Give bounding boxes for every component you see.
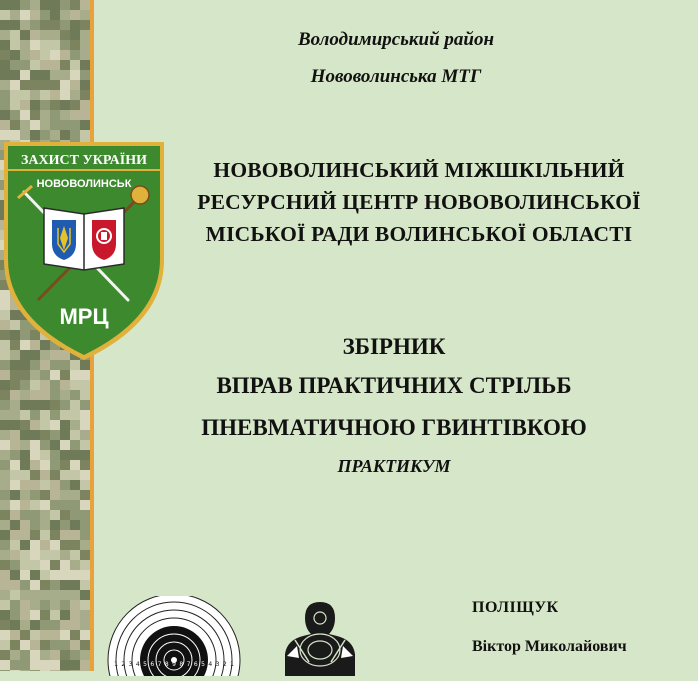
institution-line-1: НОВОВОЛИНСЬКИЙ МІЖШКІЛЬНИЙ [213,158,625,182]
target-ring-number: 4 [135,661,140,668]
silhouette-target-image [275,596,365,676]
author-surname: ПОЛІЩУК [472,599,559,616]
target-ring-number: 6 [193,661,198,668]
target-ring-number: 5 [201,661,205,668]
target-ring-number: 7 [186,661,191,668]
community-name: Нововолинська МТГ [310,66,482,87]
book-subtitle: ПРАКТИКУМ [337,456,451,476]
target-ring-number: 8 [164,661,169,668]
book-title-line-2: ВПРАВ ПРАКТИЧНИХ СТРІЛЬБ [216,373,572,398]
target-ring-number: 2 [222,661,227,668]
institution-line-2: РЕСУРСНИЙ ЦЕНТР НОВОВОЛИНСЬКОЇ [197,190,641,214]
emblem-top-text: ЗАХИСТ УКРАЇНИ [21,153,147,168]
book-title-line-1: ЗБІРНИК [342,334,446,359]
region-name: Володимирський район [297,29,495,50]
target-ring-number: 3 [128,661,133,668]
emblem-city-text: НОВОВОЛИНСЬК [36,178,132,190]
target-ring-number: 1 [230,661,234,668]
target-ring-number: 1 [114,661,118,668]
target-ring-number: 9 [172,661,176,668]
book-title-line-3: ПНЕВМАТИЧНОЮ ГВИНТІВКОЮ [201,415,587,440]
target-ring-numbers [114,661,234,668]
target-ring-number: 4 [208,661,213,668]
author-name: Віктор Миколайович [472,638,627,655]
target-ring-number: 3 [215,661,220,668]
target-ring-number: 8 [179,661,184,668]
target-ring-number: 7 [157,661,162,668]
target-ring-number: 6 [150,661,155,668]
emblem-bottom-text: МРЦ [59,304,109,329]
shooting-target-image [102,596,246,676]
institution-line-3: МІСЬКОЇ РАДИ ВОЛИНСЬКОЇ ОБЛАСТІ [205,222,633,246]
emblem-shield [0,140,168,362]
target-ring-number: 5 [143,661,147,668]
target-ring-number: 2 [121,661,126,668]
